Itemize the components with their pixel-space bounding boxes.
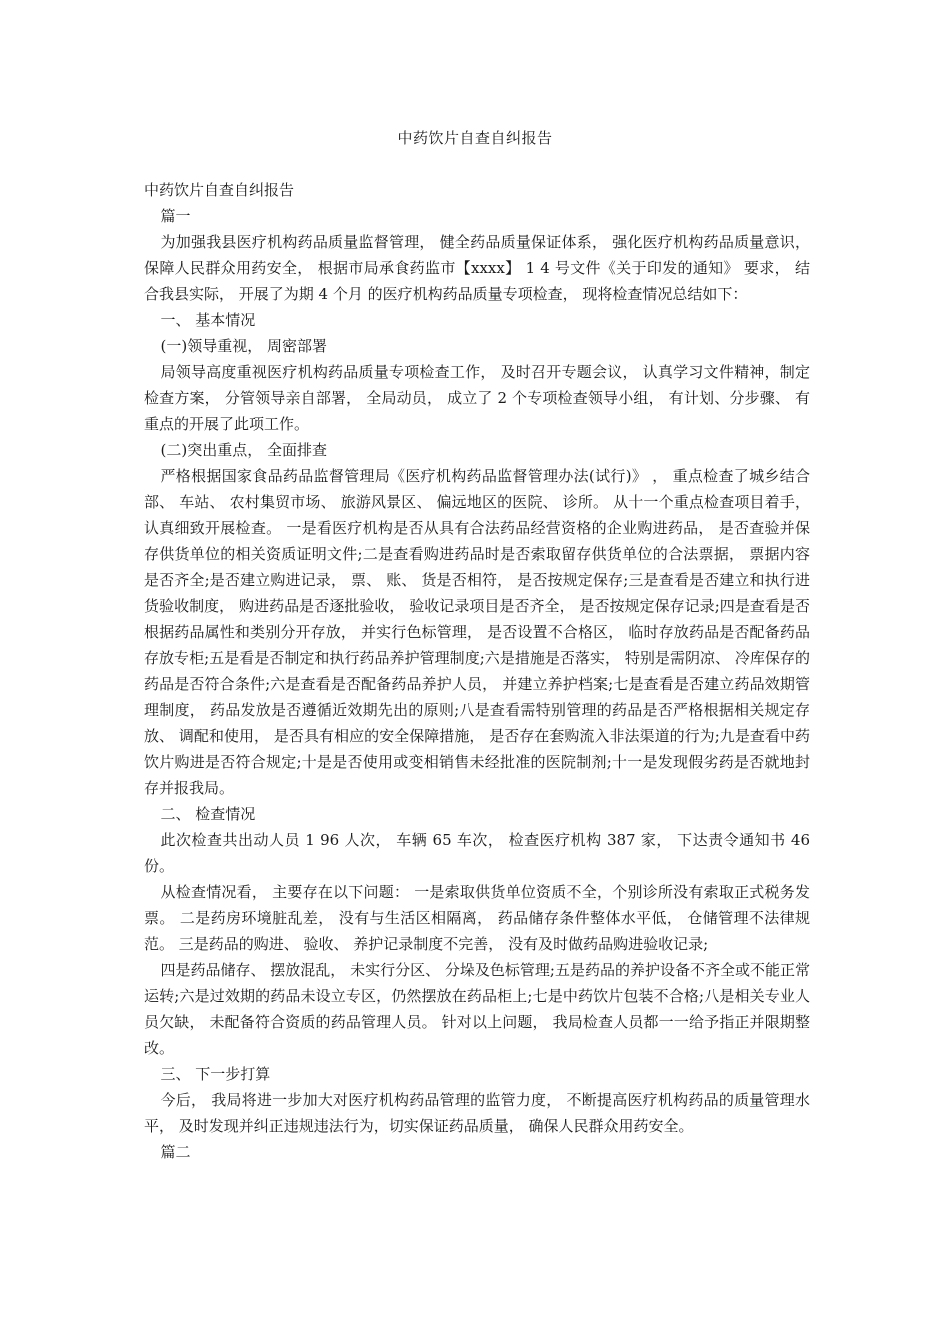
heading-basic-situation: 一、 基本情况 (160, 311, 256, 329)
intro-paragraph: 为加强我县医疗机构药品质量监督管理， 健全药品质量保证体系， 强化医疗机构药品质量意识， 保障人民群众用药安全， 根据市局承食药监市【xxxx】 1 4 号文件《关于印发的通知》 要求， 结合我县实际， 开展了为期 4 个月 的医疗机构药品质量专项检查， 现将检查情况总结如下： (144, 233, 810, 303)
subheading-leadership: (一)领导重视， 周密部署 (160, 337, 327, 355)
inspection-stats-paragraph: 此次检查共出动人员 1 96 人次， 车辆 65 车次， 检查医疗机构 387 家， 下达责令通知书 46 份。 (144, 831, 810, 875)
document-body (144, 177, 810, 1165)
heading-inspection-situation: 二、 检查情况 (160, 805, 256, 823)
section-heading-part-one: 篇一 (160, 207, 191, 225)
document-title: 中药饮片自查自纠报告 (397, 129, 553, 147)
next-steps-paragraph: 今后， 我局将进一步加大对医疗机构药品管理的监管力度， 不断提高医疗机构药品的质量管理水平， 及时发现并纠正违规违法行为，切实保证药品质量， 确保人民群众用药安全。 (144, 1091, 810, 1135)
problems-paragraph: 从检查情况看， 主要存在以下问题： 一是索取供货单位资质不全，个别诊所没有索取正式税务发票。 二是药房环境脏乱差， 没有与生活区相隔离， 药品储存条件整体水平低， 仓储管理不法律规范。 三是药品的购进、 验收、 养护记录制度不完善， 没有及时做药品购进验收记录; (144, 883, 810, 953)
subheading-key-points: (二)突出重点， 全面排查 (160, 441, 327, 459)
document-subtitle: 中药饮片自查自纠报告 (144, 181, 295, 199)
problems-continued-paragraph: 四是药品储存、 摆放混乱， 未实行分区、 分垛及色标管理;五是药品的养护设备不齐全或不能正常运转;六是过效期的药品未设立专区，仍然摆放在药品柜上;七是中药饮片包装不合格;八是相关专业人员欠缺， 未配备符合资质的药品管理人员。 针对以上问题， 我局检查人员都一一给予指正并限期整改。 (144, 961, 810, 1057)
key-points-paragraph: 严格根据国家食品药品监督管理局《医疗机构药品监督管理办法(试行)》 ， 重点检查了城乡结合部、 车站、 农村集贸市场、 旅游风景区、 偏远地区的医院、 诊所。 从十一个重点检查项目着手， 认真细致开展检查。 一是看医疗机构是否从具有合法药品经营资格的企业购进药品， 是否查验并保存供货单位的相关资质证明文件;二是查看购进药品时是否索取留存供货单位的合法票据， 票据内容是否齐全;是否建立购进记录， 票、 账、 货是否相符， 是否按规定保存;三是查看是否建立和执行进货验收制度， 购进药品是否逐批验收， 验收记录项目是否齐全， 是否按规定保存记录;四是查看是否根据药品属性和类别分开存放， 并实行色标管理， 是否设置不合格区， 临时存放药品是否配备药品存放专柜;五是看是否制定和执行药品养护管理制度;六是措施是否落实， 特别是需阴凉、 冷库保存的药品是否符合条件;六是查看是否配备药品养护人员， 并建立养护档案;七是查看是否建立药品效期管理制度， 药品发放是否遵循近效期先出的原则;八是查看需特别管理的药品是否严格根据相关规定存放、 调配和使用， 是否具有相应的安全保障措施， 是否存在套购流入非法渠道的行为;九是查看中药饮片购进是否符合规定;十是是否使用或变相销售未经批准的医院制剂;十一是发现假劣药是否就地封存并报我局。 (144, 467, 810, 797)
leadership-paragraph: 局领导高度重视医疗机构药品质量专项检查工作， 及时召开专题会议， 认真学习文件精神，制定检查方案， 分管领导亲自部署， 全局动员， 成立了 2 个专项检查领导小组， 有计划、分步骤、 有重点的开展了此项工作。 (144, 363, 810, 433)
section-heading-part-two: 篇二 (160, 1143, 191, 1161)
heading-next-steps: 三、 下一步打算 (160, 1065, 271, 1083)
